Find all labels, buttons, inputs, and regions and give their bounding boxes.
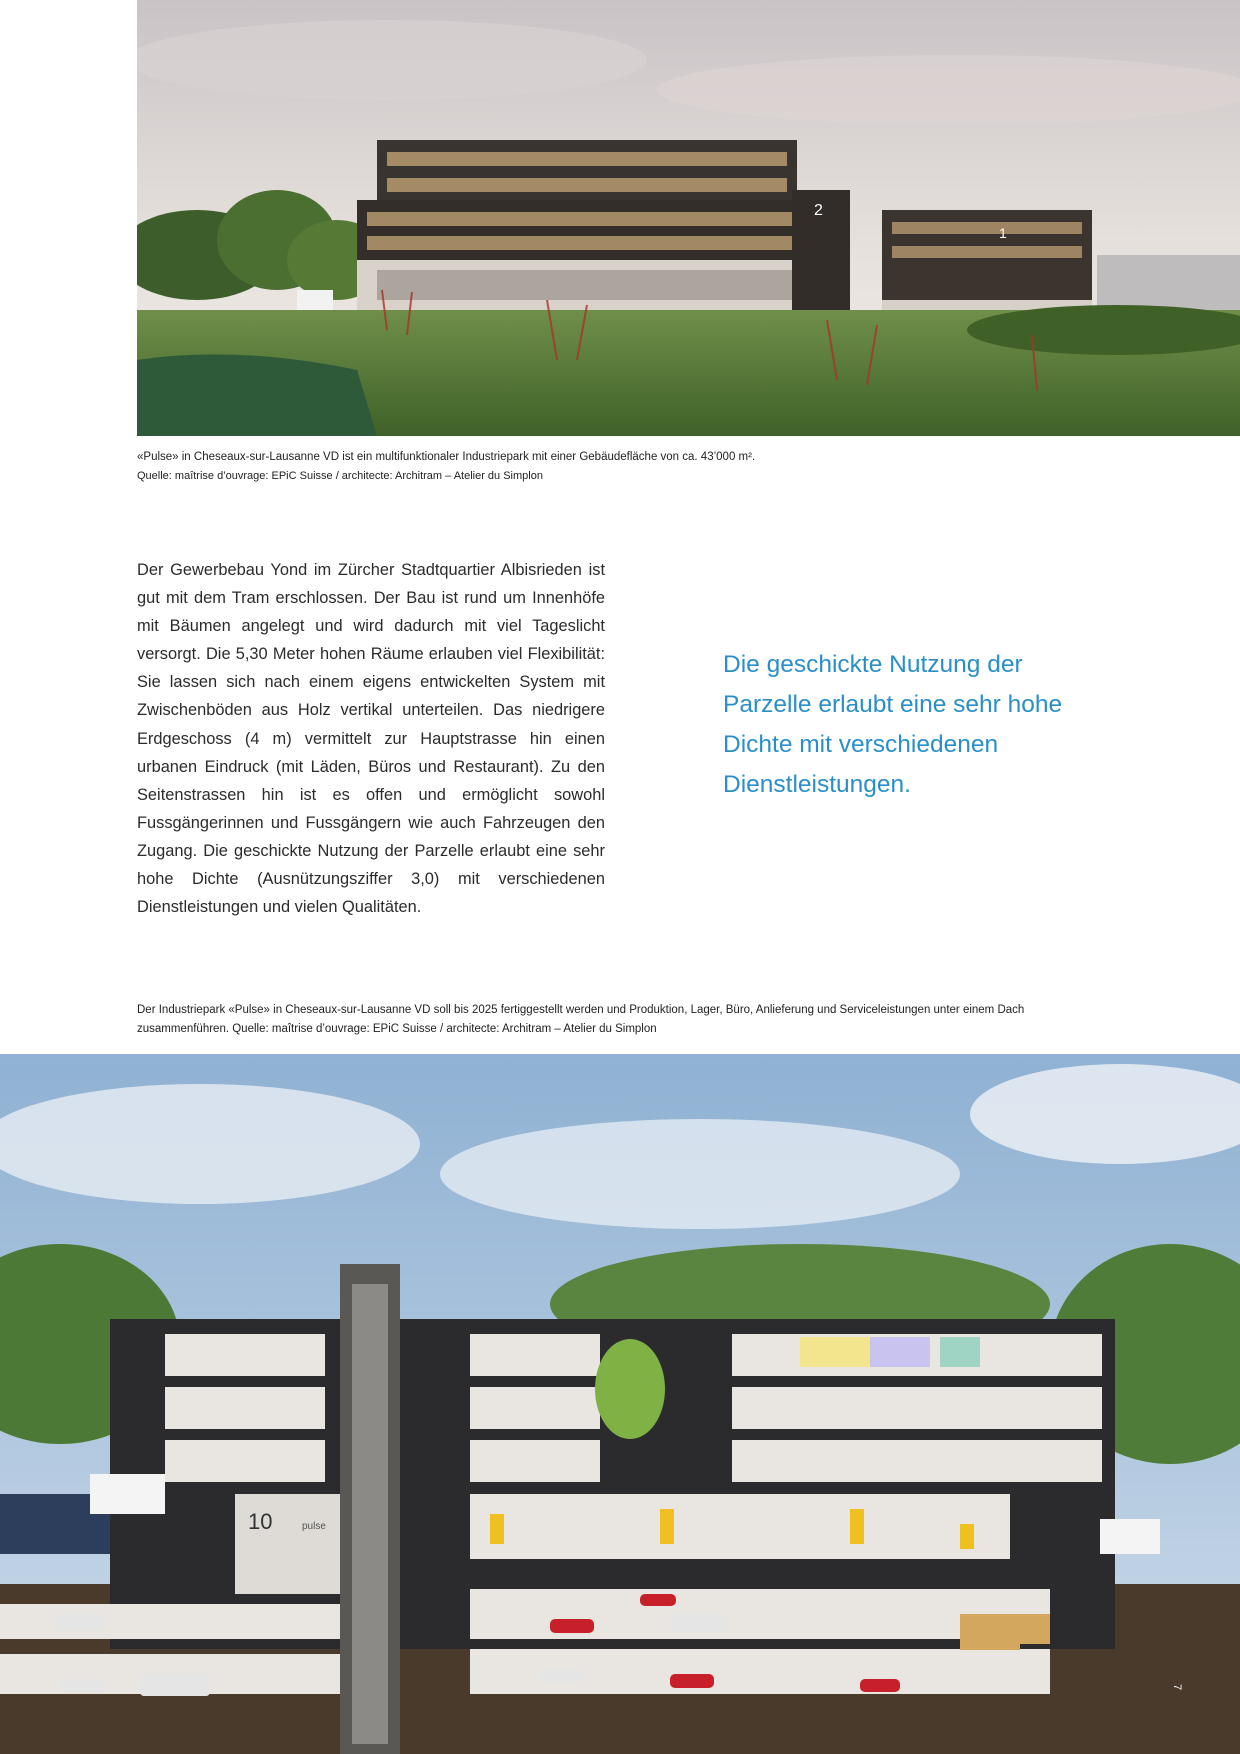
- building-label-1: 1: [999, 225, 1007, 241]
- pulse-cutaway-rendering: [0, 1054, 1240, 1754]
- top-caption-source: Quelle: maîtrise d’ouvrage: EPiC Suisse / architecte: Architram – Atelier du Simplon: [137, 470, 543, 482]
- top-figure-caption: [137, 448, 1137, 486]
- cutaway-rendering-photo: [0, 1054, 1240, 1754]
- page-number: 7: [1170, 1683, 1183, 1691]
- building-label-2: 2: [814, 202, 823, 219]
- bottom-figure-caption: Der Industriepark «Pulse» in Cheseaux-sur-Lausanne VD soll bis 2025 fertiggestellt werden und Produktion, Lager, Büro, Anlieferung und Serviceleistungen unter einem Dach zusammenführen. Quelle: maîtrise d’ouvrage: EPiC Suisse / architecte: Architram – Atelier du Simplon: [137, 1004, 1025, 1035]
- body-paragraph: Der Gewerbebau Yond im Zürcher Stadtquartier Albisrieden ist gut mit dem Tram erschlossen. Der Bau ist rund um Innenhöfe mit Bäumen angelegt und wird dadurch mit viel Tageslicht versorgt. Die 5,30 Meter hohen Räume erlauben viel Flexibilität: Sie lassen sich nach einem eigens entwickelten System mit Zwischenböden aus Holz vertikal unterteilen. Das niedrigere Erdgeschoss (4 m) vermittelt zur Hauptstrasse hin einen urbanen Eindruck (mit Läden, Büros und Restaurant). Zu den Seitenstrassen hin ist es offen und ermöglicht sowohl Fussgängerinnen und Fussgängern wie auch Fahrzeugen den Zugang. Die geschickte Nutzung der Parzelle erlaubt eine sehr hohe Dichte (Ausnützungsziffer 3,0) mit verschiedenen Dienstleistungen und vielen Qualitäten.: [137, 561, 605, 917]
- top-caption-text: «Pulse» in Cheseaux-sur-Lausanne VD ist ein multifunktionaler Industriepark mit einer Gebäudefläche von ca. 43’000 m².: [137, 451, 756, 463]
- pulse-exterior-rendering: [137, 0, 1240, 436]
- door-number: 10: [248, 1509, 273, 1534]
- pulse-logo: pulse: [302, 1521, 326, 1532]
- top-rendering-photo: [137, 0, 1240, 436]
- pull-quote: Die geschickte Nutzung der Parzelle erlaubt eine sehr hohe Dichte mit verschiedenen Dienstleistungen.: [723, 651, 1063, 798]
